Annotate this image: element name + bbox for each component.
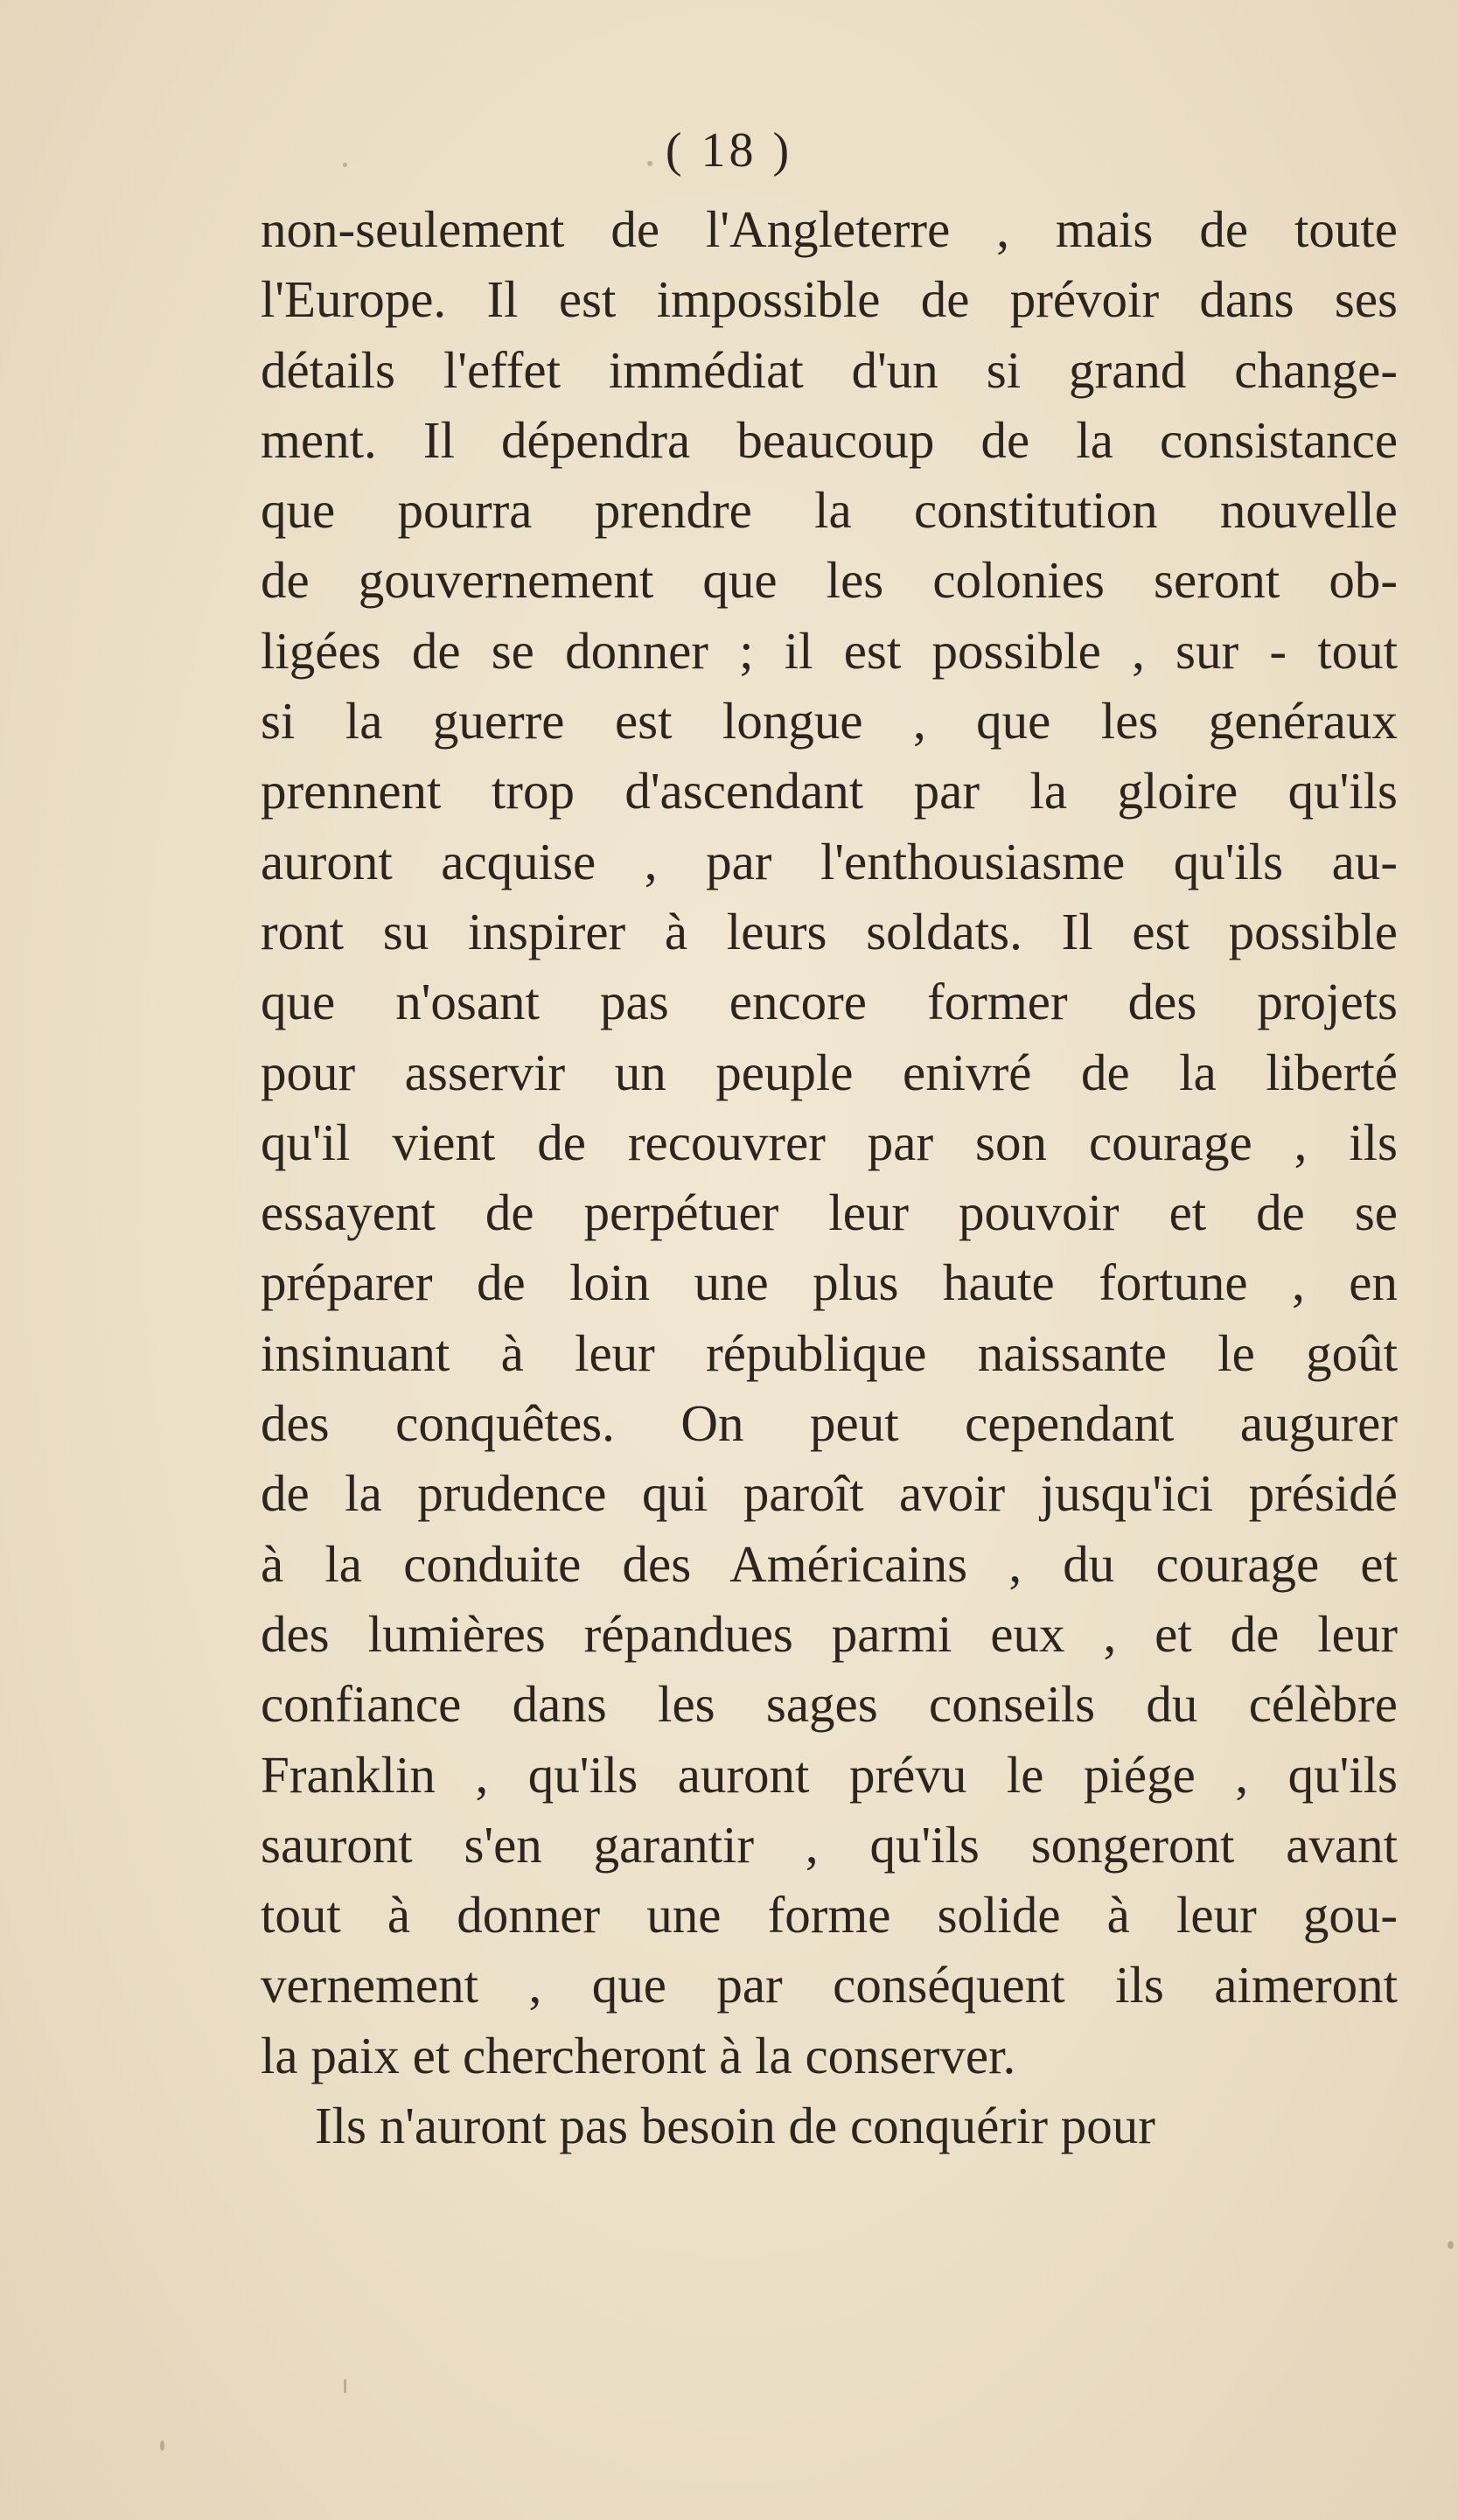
text-line: qu'il vient de recouvrer par son courage , ils [261, 1113, 1398, 1171]
text-line: non-seulement de l'Angleterre , mais de toute [261, 200, 1398, 258]
paper-speck [344, 2379, 346, 2393]
text-line: Franklin , qu'ils auront prévu le piége , qu'ils [261, 1745, 1398, 1804]
text-line: confiance dans les sages conseils du célèbre [261, 1675, 1398, 1734]
paper-speck [647, 161, 652, 166]
body-text [261, 194, 1398, 2160]
text-line: de la prudence qui paroît avoir jusqu'ici présidé [261, 1464, 1398, 1523]
text-line: pour asservir un peuple enivré de la liberté [261, 1043, 1398, 1101]
text-line: insinuant à leur république naissante le goût [261, 1323, 1398, 1382]
text-line: sauront s'en garantir , qu'ils songeront avant [261, 1815, 1398, 1874]
text-line: ment. Il dépendra beaucoup de la consistance [261, 410, 1398, 469]
text-line: ligées de se donner ; il est possible , sur - tout [261, 621, 1398, 680]
text-line: vernement , que par conséquent ils aimeront [261, 1956, 1398, 2014]
page-number: ( 18 ) [665, 123, 793, 178]
text-line: que n'osant pas encore former des projets [261, 973, 1398, 1031]
text-line: des conquêtes. On peut cependant augurer [261, 1394, 1398, 1453]
text-line: la paix et chercheront à la conserver. [261, 2026, 1016, 2084]
text-line: l'Europe. Il est impossible de prévoir dans ses [261, 270, 1398, 329]
text-line: Ils n'auront pas besoin de conquérir pour [315, 2097, 1155, 2155]
text-line: essayent de perpétuer leur pouvoir et de se [261, 1183, 1398, 1242]
text-line: de gouvernement que les colonies seront ob- [261, 551, 1398, 610]
text-line: que pourra prendre la constitution nouvelle [261, 481, 1398, 540]
paper-speck [1448, 2241, 1454, 2249]
text-line: préparer de loin une plus haute fortune , en [261, 1253, 1398, 1312]
paper-speck [160, 2440, 164, 2451]
text-line: auront acquise , par l'enthousiasme qu'ils au- [261, 832, 1398, 890]
paper-speck [343, 163, 347, 167]
text-line: tout à donner une forme solide à leur gou- [261, 1886, 1398, 1944]
text-line: si la guerre est longue , que les genéraux [261, 692, 1398, 750]
text-line: des lumières répandues parmi eux , et de leur [261, 1604, 1398, 1663]
text-line: ront su inspirer à leurs soldats. Il est possible [261, 902, 1398, 960]
text-line: à la conduite des Américains , du courage et [261, 1534, 1398, 1593]
text-line: détails l'effet immédiat d'un si grand change- [261, 340, 1398, 399]
text-line: prennent trop d'ascendant par la gloire qu'ils [261, 762, 1398, 820]
